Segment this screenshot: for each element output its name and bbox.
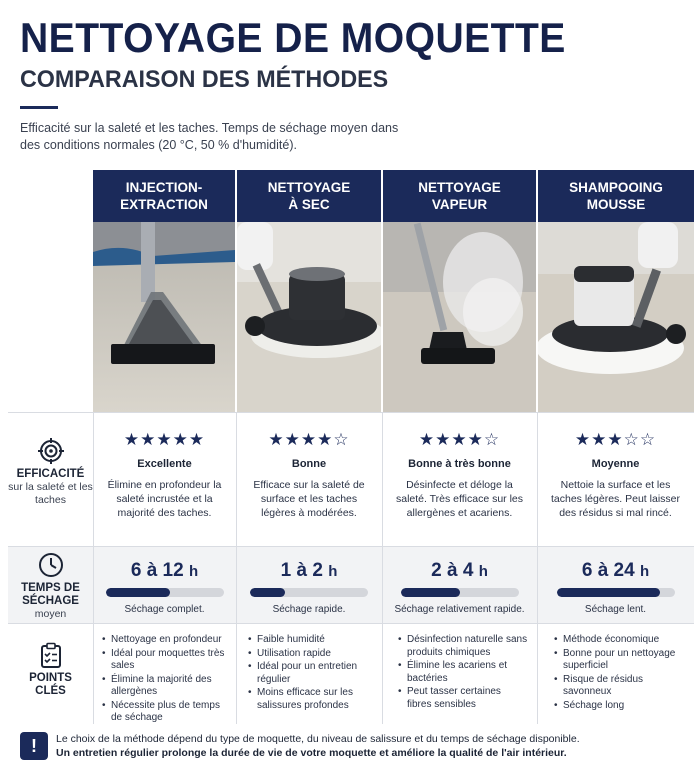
list-item: • Désinfection naturelle sans produits chimiques bbox=[398, 634, 528, 659]
row-label-points bbox=[8, 642, 93, 698]
clock-icon bbox=[38, 552, 64, 578]
drying-note: Séchage rapide. bbox=[272, 604, 346, 615]
row-title: TEMPS DE SÉCHAGE bbox=[21, 582, 80, 607]
drying-time: 1 à 2 h bbox=[280, 560, 338, 581]
row-title: POINTS CLÉS bbox=[29, 672, 72, 697]
title-rule bbox=[20, 106, 58, 109]
key-points-foam bbox=[554, 634, 688, 713]
star-rating: ★★★★☆ bbox=[268, 430, 350, 449]
star-rating: ★★★☆☆ bbox=[574, 430, 657, 449]
page-subtitle: COMPARAISON DES MÉTHODES bbox=[20, 66, 389, 93]
drying-bar-fill bbox=[250, 588, 285, 597]
target-icon bbox=[38, 438, 64, 464]
efficacy-description: Élimine en profondeur la saleté incrustée et la majorité des taches. bbox=[107, 479, 222, 519]
page-title: NETTOYAGE DE MOQUETTE bbox=[20, 14, 566, 61]
drying-note: Séchage relativement rapide. bbox=[394, 604, 525, 615]
row-label-drying bbox=[8, 552, 93, 621]
list-item: • Faible humidité bbox=[248, 634, 376, 647]
efficacy-cell-dry bbox=[236, 430, 382, 520]
row-subtitle: sur la saleté et les taches bbox=[8, 481, 93, 506]
photo-injection-extraction bbox=[93, 222, 235, 412]
clipboard-icon bbox=[38, 642, 64, 668]
list-item: • Élimine les acariens et bactéries bbox=[398, 660, 528, 685]
list-item: • Utilisation rapide bbox=[248, 648, 376, 661]
drying-cell-steam bbox=[382, 560, 537, 615]
drying-note: Séchage complet. bbox=[124, 604, 205, 615]
footer-line-2: Un entretien régulier prolonge la durée de vie de votre moquette et améliore la qualité de l'air intérieur. bbox=[56, 747, 567, 759]
efficacy-cell-injection bbox=[93, 430, 236, 520]
method-header-dry bbox=[237, 170, 381, 222]
method-name: INJECTION- EXTRACTION bbox=[120, 180, 208, 212]
drying-bar bbox=[401, 588, 519, 597]
efficacy-description: Désinfecte et déloge la saleté. Très efficace sur les allergènes et acariens. bbox=[395, 479, 524, 519]
drying-time: 2 à 4 h bbox=[431, 560, 488, 581]
drying-bar bbox=[557, 588, 675, 597]
drying-time: 6 à 12 h bbox=[130, 560, 199, 581]
list-item: • Bonne pour un nettoyage superficiel bbox=[554, 648, 688, 673]
list-item: • Risque de résidus savonneux bbox=[554, 674, 688, 699]
list-item: • Moins efficace sur les salissures profondes bbox=[248, 687, 376, 712]
rating-label: Excellente bbox=[137, 458, 192, 470]
key-points-steam bbox=[398, 634, 528, 712]
footer-text bbox=[56, 732, 580, 760]
efficacy-cell-steam bbox=[382, 430, 537, 520]
photo-steam-cleaning bbox=[383, 222, 536, 412]
drying-cell-foam bbox=[537, 560, 694, 615]
method-name: NETTOYAGE VAPEUR bbox=[418, 180, 501, 212]
efficacy-description: Efficace sur la saleté de surface et les taches légères à modérées. bbox=[253, 479, 365, 519]
drying-bar bbox=[106, 588, 224, 597]
drying-cell-dry bbox=[236, 560, 382, 615]
star-rating: ★★★★☆ bbox=[418, 430, 501, 449]
drying-bar-fill bbox=[557, 588, 661, 597]
info-alert-icon: ! bbox=[20, 732, 48, 760]
list-item: • Élimine la majorité des allergènes bbox=[102, 674, 232, 699]
footer-line-1: Le choix de la méthode dépend du type de moquette, du niveau de salissure et du temps de séchage disponible. bbox=[56, 733, 580, 745]
rating-label: Bonne bbox=[291, 458, 327, 470]
drying-time: 6 à 24 h bbox=[581, 560, 650, 581]
method-name: SHAMPOOING MOUSSE bbox=[569, 180, 663, 212]
photo-foam-shampoo bbox=[538, 222, 694, 412]
row-label-efficacy bbox=[8, 438, 93, 507]
row-subtitle: moyen bbox=[34, 608, 67, 620]
row-title: EFFICACITÉ bbox=[16, 468, 85, 480]
intro-text: Efficacité sur la saleté et les taches. Temps de séchage moyen dans des conditions normales (20 °C, 50 % d'humidité). bbox=[20, 121, 399, 152]
list-item: • Méthode économique bbox=[554, 634, 688, 647]
rating-label: Bonne à très bonne bbox=[408, 458, 511, 470]
efficacy-description: Nettoie la surface et les taches légères. Peut laisser des résidus si mal rincé. bbox=[551, 479, 680, 519]
list-item: • Idéal pour moquettes très sales bbox=[102, 648, 232, 673]
drying-cell-injection bbox=[93, 560, 236, 615]
drying-bar bbox=[250, 588, 368, 597]
list-item: • Peut tasser certaines fibres sensibles bbox=[398, 686, 528, 711]
drying-bar-fill bbox=[401, 588, 460, 597]
key-points-injection bbox=[102, 634, 232, 726]
list-item: • Nécessite plus de temps de séchage bbox=[102, 700, 232, 725]
star-rating: ★★★★★ bbox=[123, 430, 206, 449]
drying-bar-fill bbox=[106, 588, 171, 597]
drying-note: Séchage lent. bbox=[584, 604, 647, 615]
method-header-injection bbox=[93, 170, 235, 222]
efficacy-cell-foam bbox=[537, 430, 694, 520]
method-header-steam bbox=[383, 170, 536, 222]
rating-label: Moyenne bbox=[591, 458, 640, 470]
list-item: • Idéal pour un entretien régulier bbox=[248, 661, 376, 686]
list-item: • Nettoyage en profondeur bbox=[102, 634, 232, 647]
list-item: • Séchage long bbox=[554, 700, 688, 713]
method-header-foam bbox=[538, 170, 694, 222]
method-name: NETTOYAGE À SEC bbox=[267, 180, 351, 212]
photo-dry-cleaning bbox=[237, 222, 381, 412]
key-points-dry bbox=[248, 634, 376, 713]
